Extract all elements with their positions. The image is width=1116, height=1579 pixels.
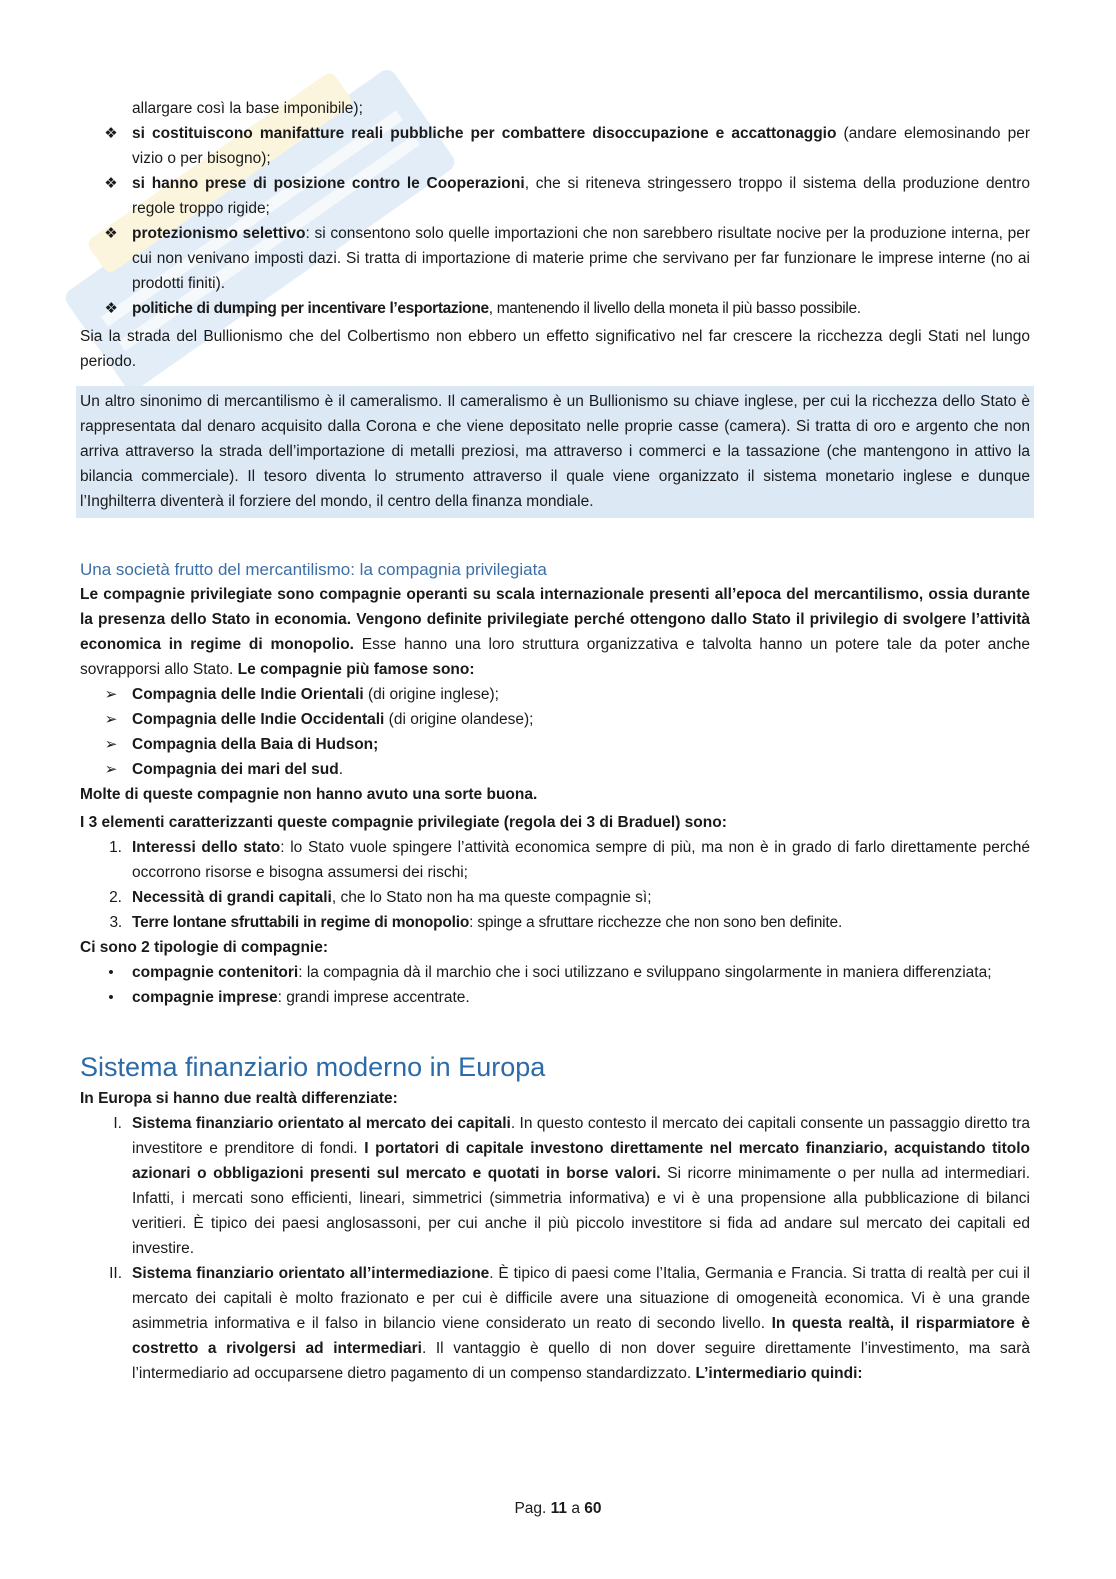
list-item: 3. Terre lontane sfruttabili in regime di monopolio: spinge a sfruttare ricchezze che non sono ben definite.	[109, 914, 843, 931]
mercantilism-policy-list	[80, 96, 1030, 321]
list-item: ❖ si hanno prese di posizione contro le Cooperazioni, che si riteneva stringessero troppo il sistema della produzione dentro regole troppo rigide;	[80, 171, 1030, 221]
diamond-bullet-icon: ❖	[104, 300, 118, 317]
arrow-bullet-icon: ➢	[104, 686, 118, 703]
diamond-bullet-icon: ❖	[104, 225, 118, 242]
arrow-bullet-icon: ➢	[104, 711, 118, 728]
bullionism-paragraph: Sia la strada del Bullionismo che del Colbertismo non ebbero un effetto significativo nel far crescere la ricchezza degli Stati nel lungo periodo.	[80, 328, 1030, 370]
diamond-bullet-icon: ❖	[104, 125, 118, 142]
dot-bullet-icon: •	[108, 964, 114, 981]
privileged-company-intro: Le compagnie privilegiate sono compagnie operanti su scala internazionale presenti all’epoca del mercantilismo, ossia durante la presenza dello Stato in economia. Vengono definite privilegiate perché ottengono dallo Stato il privilegio di svolgere l’attività economica in regime di monopolio. Esse hanno una loro struttura organizzativa e talvolta hanno un potere tale da poter anche sovrapporsi allo Stato. Le compagnie più famose sono:	[80, 586, 1030, 678]
arrow-bullet-icon: ➢	[104, 761, 118, 778]
section-heading-financial-system: Sistema finanziario moderno in Europa	[80, 1052, 546, 1082]
current-page-number: 11	[550, 1500, 568, 1517]
list-item: • compagnie contenitori: la compagnia dà il marchio che i soci utilizzano e sviluppano singolarmente in maniera differenziata;	[80, 960, 1030, 985]
arrow-bullet-icon: ➢	[104, 736, 118, 753]
list-item: ❖ si costituiscono manifatture reali pubbliche per combattere disoccupazione e accattonaggio (andare elemosinando per vizio o per bisogno);	[80, 121, 1030, 171]
list-item: ➢ Compagnia della Baia di Hudson;	[80, 732, 1030, 757]
companies-fortune-note: Molte di queste compagnie non hanno avuto una sorte buona.	[80, 786, 538, 803]
dot-bullet-icon: •	[108, 989, 114, 1006]
cameralism-paragraph: Un altro sinonimo di mercantilismo è il cameralismo. Il cameralismo è un Bullionismo su chiave inglese, per cui la ricchezza dello Stato è rappresentata dal denaro acquisito dalla Corona e che viene depositato nelle proprie casse (camera). Si tratta di oro e argento che non arriva attraverso la strada dell’importazione di metalli preziosi, ma attraverso i commerci e la tassazione (che mantengono in attivo la bilancia commerciale). Il tesoro diventa lo strumento attraverso il quale viene organizzato il sistema monetario inglese e dunque l’Inghilterra diventerà il forziere del mondo, il centro della finanza mondiale.	[76, 386, 1034, 518]
list-item: ➢ Compagnia delle Indie Orientali (di origine inglese);	[80, 682, 1030, 707]
list-item: I. Sistema finanziario orientato al mercato dei capitali. In questo contesto il mercato dei capitali consente un passaggio diretto tra investitore e prenditore di fondi. I portatori di capitale investono direttamente nel mercato finanziario, acquistando titolo azionari o obbligazioni presenti sul mercato e quotati in borse valori. Si ricorre minimamente o per nulla ad intermediari. Infatti, i mercati sono efficienti, lineari, simmetrici (simmetria informativa) e vi è una propensione alla pubblicazione di bilanci veritieri. È tipico dei paesi anglosassoni, per cui anche il più piccolo investitore si fida ad andare sul mercato dei capitali ed investire.	[113, 1115, 1030, 1257]
list-item: II. Sistema finanziario orientato all’intermediazione. È tipico di paesi come l’Italia, Germania e Francia. Si tratta di realtà per cui il mercato dei capitali è molto frazionato e per cui è difficile avere una situazione di omogeneità economica. Vi è una grande asimmetria informativa e il falso in bilancio viene considerato un reato di secondo livello. In questa realtà, il risparmiatore è costretto a rivolgersi ad intermediari. Il vantaggio è quello di non dover seguire direttamente l’investimento, ma sarà l’intermediario ad occuparsene dietro pagamento di un compenso standardizzato. L’intermediario quindi:	[109, 1265, 1030, 1382]
list-item: • compagnie imprese: grandi imprese accentrate.	[80, 985, 1030, 1010]
list-item: ➢ Compagnia delle Indie Occidentali (di origine olandese);	[80, 707, 1030, 732]
list-item: 2. Necessità di grandi capitali, che lo Stato non ha ma queste compagnie sì;	[109, 889, 652, 906]
list-item: ❖ politiche di dumping per incentivare l’esportazione, mantenendo il livello della moneta il più basso possibile.	[80, 296, 1030, 321]
famous-companies-list	[80, 682, 1030, 782]
page-content	[80, 96, 1030, 1386]
elements-intro: I 3 elementi caratterizzanti queste compagnie privilegiate (regola dei 3 di Braduel) sono:	[80, 814, 727, 831]
list-item: 1. Interessi dello stato: lo Stato vuole spingere l’attività economica sempre di più, ma non è in grado di farlo direttamente perché occorrono risorse e bisogna assumersi dei rischi;	[109, 839, 1030, 881]
company-types-list	[80, 960, 1030, 1010]
list-item: ❖ protezionismo selettivo: si consentono solo quelle importazioni che non sarebbero risultate nocive per la produzione interna, per cui non venivano imposti dazi. Si tratta di importazione di materie prime che servivano per far funzionare le imprese interne (no ai prodotti finiti).	[80, 221, 1030, 296]
list-item: ➢ Compagnia dei mari del sud.	[80, 757, 1030, 782]
financial-systems-list	[80, 1111, 1030, 1386]
diamond-bullet-icon: ❖	[104, 175, 118, 192]
types-intro: Ci sono 2 tipologie di compagnie:	[80, 939, 329, 956]
characterizing-elements-list	[80, 835, 1030, 935]
section-heading-privileged-company: Una società frutto del mercantilismo: la compagnia privilegiata	[80, 560, 547, 579]
financial-system-intro: In Europa si hanno due realtà differenziate:	[80, 1090, 398, 1107]
page-footer: Pag. 11 a 60	[514, 1500, 602, 1517]
list-item: allargare così la base imponibile);	[132, 100, 363, 117]
total-page-number: 60	[584, 1500, 602, 1517]
